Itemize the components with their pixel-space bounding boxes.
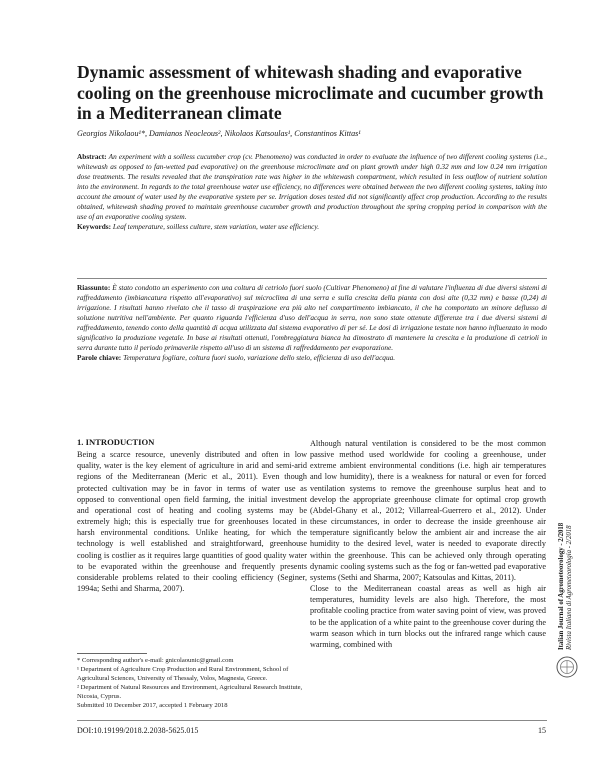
riassunto: [77, 283, 547, 363]
footnote-affiliation-1: ¹ Department of Agriculture Crop Production and Rural Environment, School of Agricultural Sciences, University of Thessaly, Volos, Magnesia, Greece.: [77, 666, 289, 682]
footnote-submission: Submitted 10 December 2017, accepted 1 February 2018: [77, 702, 228, 710]
keywords-label: Keywords:: [77, 221, 112, 231]
abstract-divider: [77, 278, 547, 279]
riassunto-label: Riassunto:: [77, 283, 111, 292]
intro-paragraph-1: Being a scarce resource, unevenly distributed and often in low quality, water is the key element of agriculture in arid and semi-arid regions of the Mediterranean (Meric et al., 2011). Even though protected cultivation may be in favor in terms of water use as opposed to conventional open field farming, the initial investment and operational cost of heating and cooling systems may be extremely high; this is especially true for greenhouses located in harsh environmental conditions. Unlike heating, for which the technology is well established and straightforward, greenhouse cooling is costlier as it requires large quantities of good quality water to be evaporated within the greenhouse and frequently presents considerable problems related to their cooling efficiency (Seginer, 1994a; Sethi and Sharma, 2007).: [77, 450, 307, 594]
section-heading: 1. INTRODUCTION: [77, 437, 155, 447]
journal-logo-icon: [556, 656, 578, 678]
parole-chiave-text: Temperatura fogliare, coltura fuori suolo, variazione dello stelo, efficienza di uso dell'acqua.: [123, 352, 396, 362]
abstract-label: Abstract:: [77, 152, 107, 161]
abstract-text: An experiment with a soilless cucumber crop (cv. Phenomeno) was conducted in order to evaluate the influence of two different cooling systems (i.e., whitewash as opposed to fan-wetted pad evaporative) on the greenhouse microclimate and on plant growth under high 0.32 mm and low 0.24 mm irrigation dose treatments. The results revealed that the transpiration rate was higher in the whitewash compartment, which resulted in less outflow of nutrient solution into the environment. In regards to the total greenhouse water use efficiency, no differences were obtained between the two different cooling systems, taking into account the amount of water used by the evaporative system per se. Irrigation doses tested did not significantly affect crop production. According to the results obtained, whitewash shading proved to maintain greenhouse cucumber growth and production throughout the spring cropping period in comparison with the use of an evaporative cooling system.: [77, 152, 547, 221]
body-right-column: [310, 438, 546, 650]
footnote-corresponding: * Corresponding author's e-mail: gnicolaounic@gmail.com: [77, 657, 234, 664]
journal-name: Italian Journal of Agrometeorology - 2/2018: [558, 522, 565, 650]
journal-name-italian: Rivista Italiana di Agrometeorologia - 2/2018: [566, 525, 573, 650]
paper-title: Dynamic assessment of whitewash shading and evaporative cooling on the greenhouse microclimate and cucumber growth in a Mediterranean climate: [77, 62, 544, 123]
riassunto-text: È stato condotto un esperimento con una coltura di cetriolo fuori suolo (Cultivar Phenomeno) al fine di valutare l'influenza di due diversi sistemi di raffreddamento (imbiancatura rispetto all'evaporativo) sul microclima di una serra e sulla crescita della pianta con dosi alte (0,32 mm) e basse (0,24) di irrigazione. I risultati hanno rivelato che il tasso di traspirazione era più alto nel compartimento imbiancato, il che ha comportato un minore deflusso di soluzione nutritiva nell'ambiente. Per quanto riguarda l'efficienza d'uso dell'acqua in serra, non sono state ottenute differenze tra i due diversi sistemi di raffreddamento, tenendo conto della quantità di acqua utilizzata dal sistema evaporativo di per sé. Le dosi di irrigazione testate non hanno influenzato in modo significativo la produzione vegetale. In base ai risultati ottenuti, l'ombreggiatura bianca ha dimostrato di mantenere la crescita e la produzione di cetrioli in serra durante tutto il periodo primaverile rispetto all'uso di un sistema di raffreddamento per evaporazione.: [77, 283, 547, 352]
footnote-rule: [77, 653, 147, 654]
footnote-affiliation-2: ² Department of Natural Resources and Environment, Agricultural Research Institute, Nicosia, Cyprus.: [77, 684, 303, 700]
body-left-column: [77, 437, 307, 594]
author-list: Georgios Nikolaou¹*, Damianos Neocleous², Nikolaos Katsoulas¹, Constantinos Kittas¹: [77, 129, 361, 138]
page-number: 15: [538, 726, 546, 735]
parole-chiave-label: Parole chiave:: [77, 352, 122, 362]
footnotes: [77, 657, 307, 711]
intro-paragraph-3: Close to the Mediterranean coastal areas as well as high air temperatures, humidity levels are also high. Therefore, the most profitable cooling practice from water saving point of view, was proved to be the application of a white paint to the greenhouse cover during the warm season which in turn blocks out the infrared range which cause warming, combined with: [310, 584, 546, 649]
intro-paragraph-2: Although natural ventilation is considered to be the most common passive method used worldwide for cooling a greenhouse, under extreme ambient environmental conditions (i.e. high air temperatures and low humidity), there is a weakness for natural or even for forced ventilation systems to remove the greenhouse surplus heat and to develop the appropriate greenhouse climate for optimal crop growth (Abdel-Ghany et al., 2012; Villarreal-Guerrero et al., 2012). Under these circumstances, in order to decrease the inside greenhouse air temperature significantly below the ambient air and increase the air humidity to the desired level, water is needed to evaporate directly within the greenhouse. This can be achieved only through operating dynamic cooling systems such as the fog or fan-wetted pad evaporative systems (Sethi and Sharma, 2007; Katsoulas and Kittas, 2011).: [310, 439, 546, 582]
keywords-text: Leaf temperature, soilless culture, stem variation, water use efficiency.: [112, 221, 320, 231]
journal-side-banner: [558, 523, 574, 650]
footer-divider: [77, 720, 547, 721]
doi-link[interactable]: DOI:10.19199/2018.2.2038-5625.015: [77, 726, 199, 735]
abstract: [77, 152, 547, 232]
